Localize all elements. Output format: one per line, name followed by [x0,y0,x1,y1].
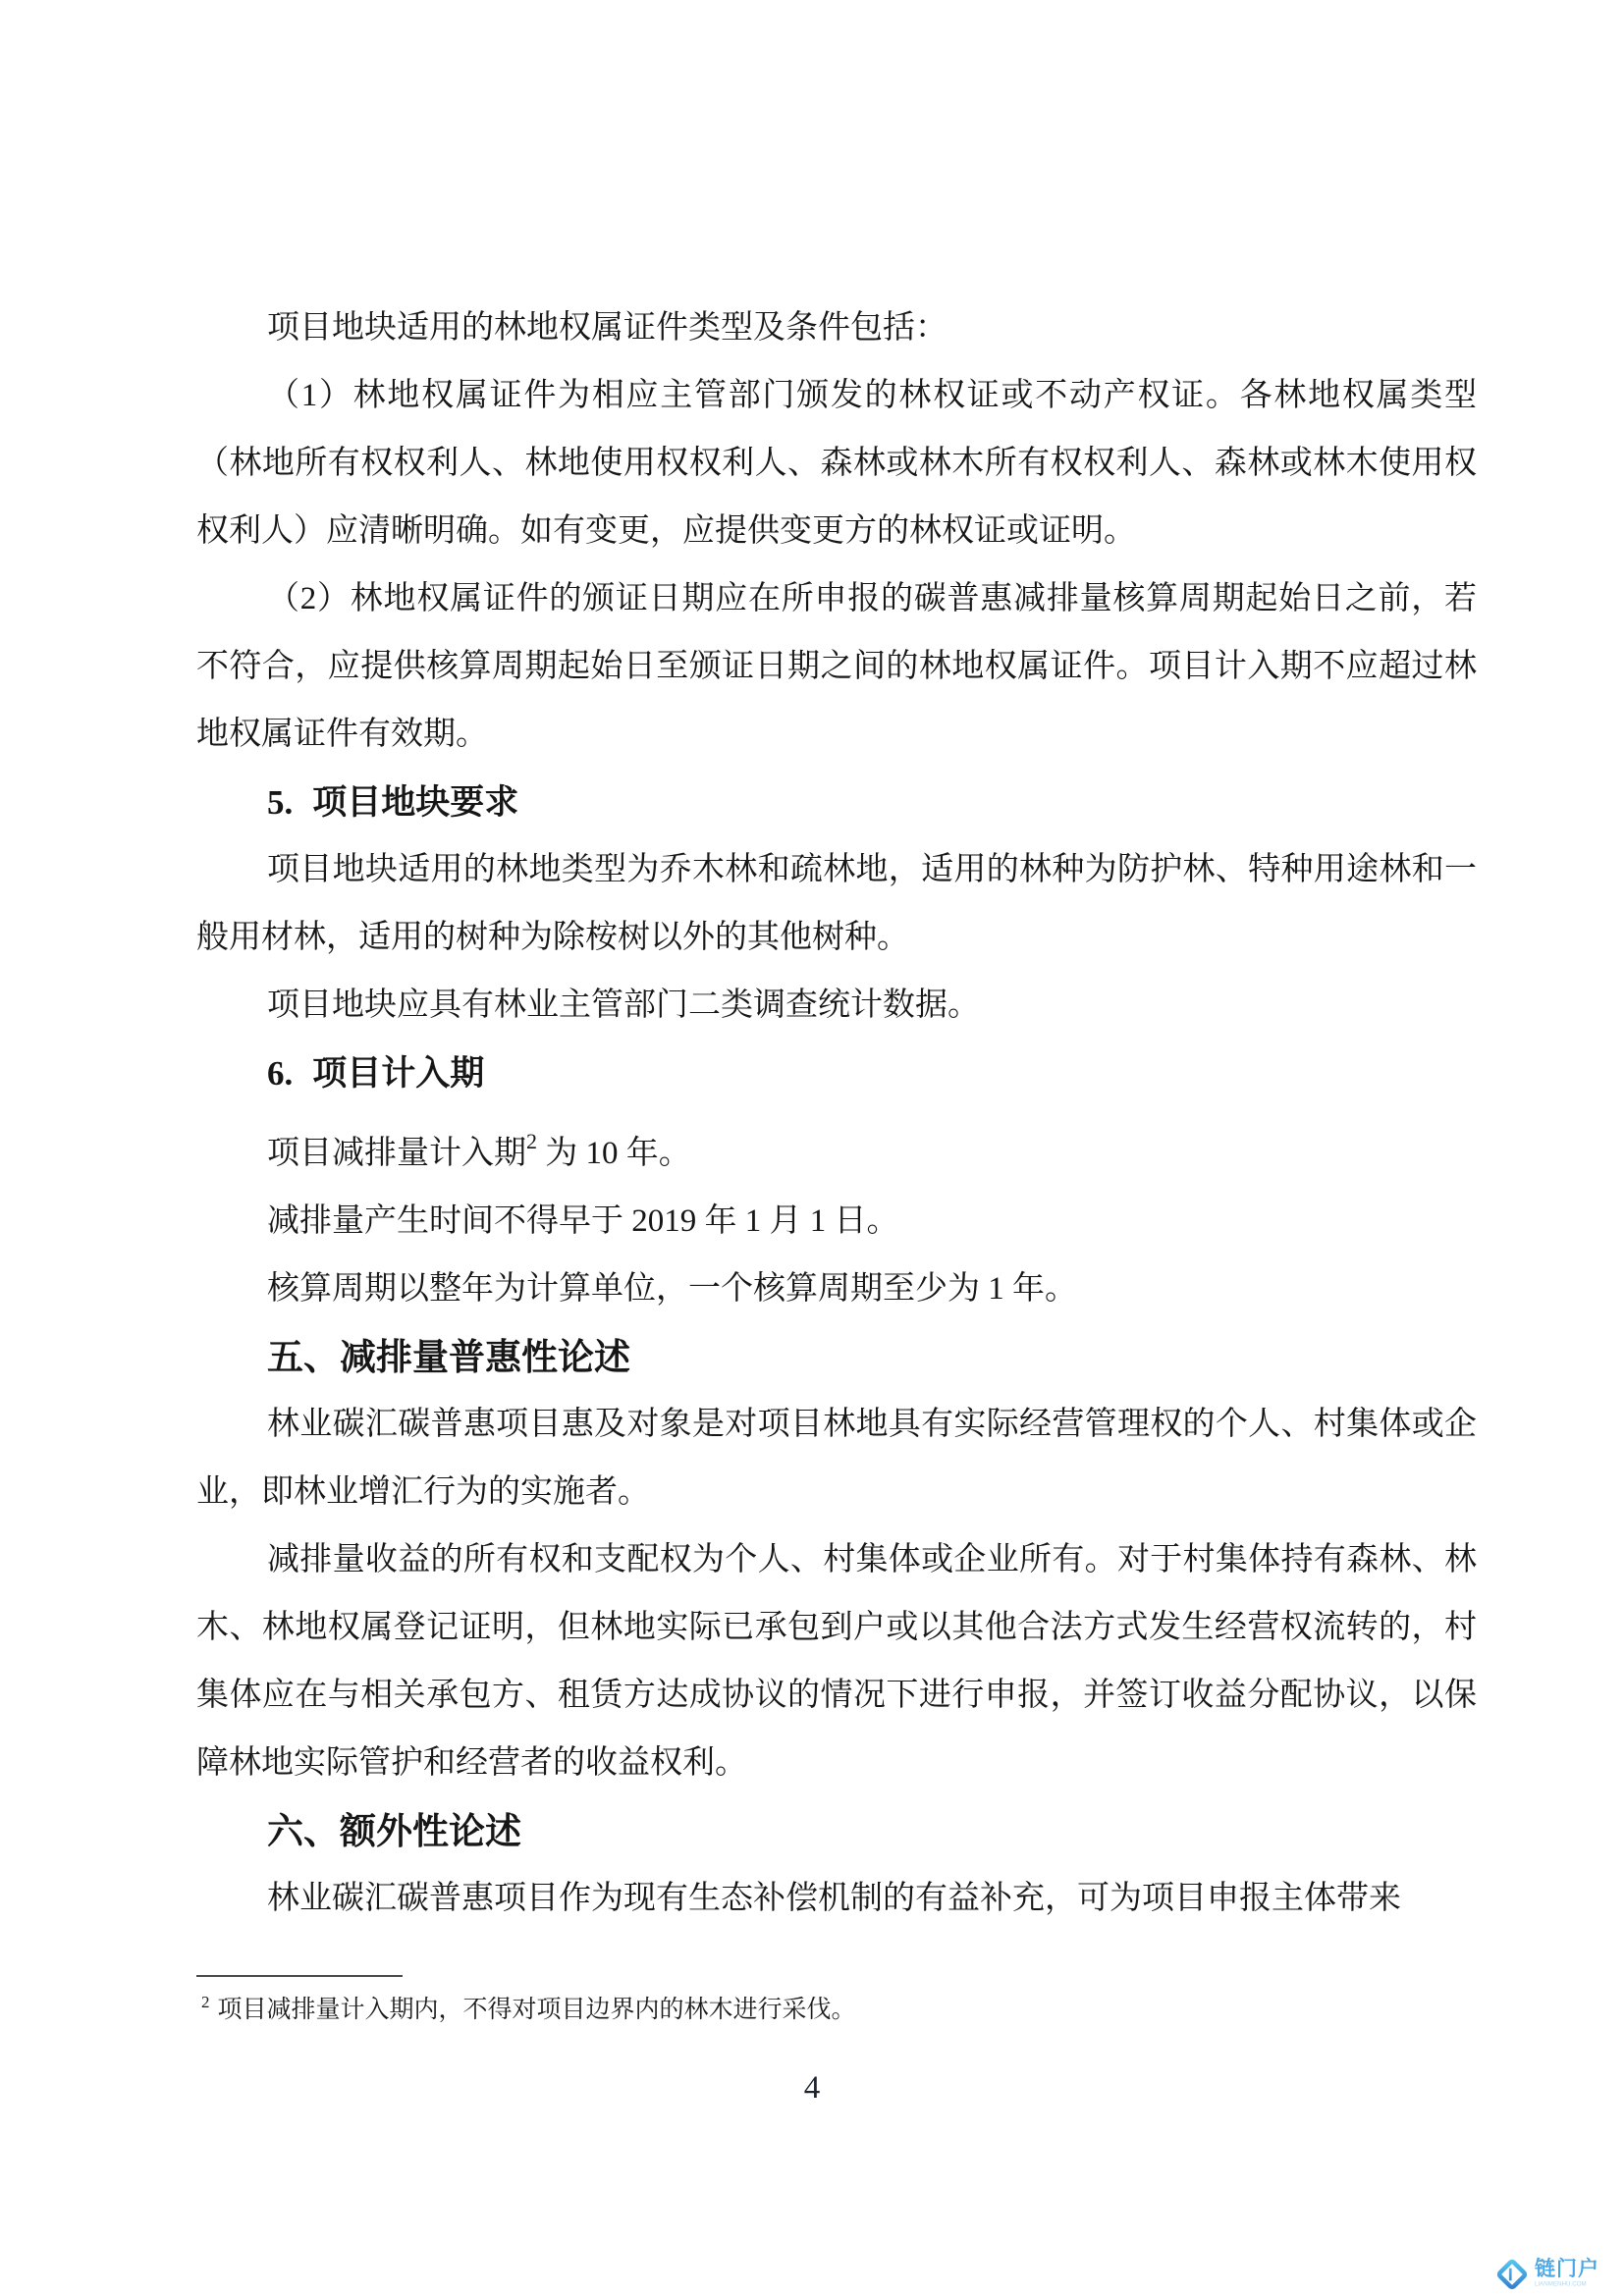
paragraph: 项目地块应具有林业主管部门二类调查统计数据。 [267,988,980,1023]
paragraph-text: 为 10 年。 [537,1136,691,1171]
paragraph: 减排量收益的所有权和支配权为个人、村集体或企业所有。对于村集体持有森林、林木、林地权属登记证明，但林地实际已承包到户或以其他合法方式发生经营权流转的，村集体应在与相关承包方、租赁方达成协议的情况下进行申报，并签订收益分配协议，以保障林地实际管护和经营者的收益权利。 [196,1542,1477,1781]
chapter-heading-5: 五、减排量普惠性论述 [267,1337,630,1377]
document-body [196,294,1477,1933]
paragraph: 项目地块适用的林地类型为乔木林和疏林地，适用的林种为防护林、特种用途林和一般用材林，适用的树种为除桉树以外的其他树种。 [196,852,1477,955]
section-heading-6 [196,1040,1477,1107]
section-title: 项目计入期 [312,1054,485,1093]
paragraph: 减排量产生时间不得早于 2019 年 1 月 1 日。 [267,1203,899,1239]
watermark-domain: LIANMENHU.COM [1534,2279,1587,2287]
section-number: 5. [267,783,294,822]
paragraph: 核算周期以整年为计算单位，一个核算周期至少为 1 年。 [267,1271,1077,1307]
section-heading-5 [196,769,1477,836]
paragraph-text: 项目减排量计入期 [267,1136,526,1171]
paragraph: 项目地块适用的林地权属证件类型及条件包括： [267,310,947,346]
footnote-separator [196,1975,403,1977]
paragraph [196,1107,1477,1188]
chapter-heading-6: 六、额外性论述 [267,1811,521,1851]
footnote-text: 项目减排量计入期内，不得对项目边界内的林木进行采伐。 [217,1997,856,2023]
watermark-text [1535,2259,1618,2291]
paragraph: 林业碳汇碳普惠项目惠及对象是对项目林地具有实际经营管理权的个人、村集体或企业，即林业增汇行为的实施者。 [196,1407,1477,1510]
footnote [201,1985,1281,2028]
lianmenhu-diamond-icon [1494,2257,1530,2292]
footnote-reference: 2 [526,1129,537,1153]
paragraph: （1）林地权属证件为相应主管部门颁发的林权证或不动产权证。各林地权属类型（林地所有权权利人、林地使用权权利人、森林或林木所有权权利人、森林或林木使用权权利人）应清晰明确。如有变更，应提供变更方的林权证或证明。 [196,378,1477,549]
section-number: 6. [267,1054,294,1093]
watermark-logo [1494,2257,1618,2292]
paragraph: 林业碳汇碳普惠项目作为现有生态补偿机制的有益补充，可为项目申报主体带来 [267,1881,1401,1916]
section-title: 项目地块要求 [312,783,519,822]
footnote-marker: 2 [201,1993,210,2011]
watermark-brand: 链门户 [1534,2257,1599,2280]
paragraph: （2）林地权属证件的颁证日期应在所申报的碳普惠减排量核算周期起始日之前，若不符合，应提供核算周期起始日至颁证日期之间的林地权属证件。项目计入期不应超过林地权属证件有效期。 [196,581,1477,752]
page-number: 4 [803,2070,821,2106]
